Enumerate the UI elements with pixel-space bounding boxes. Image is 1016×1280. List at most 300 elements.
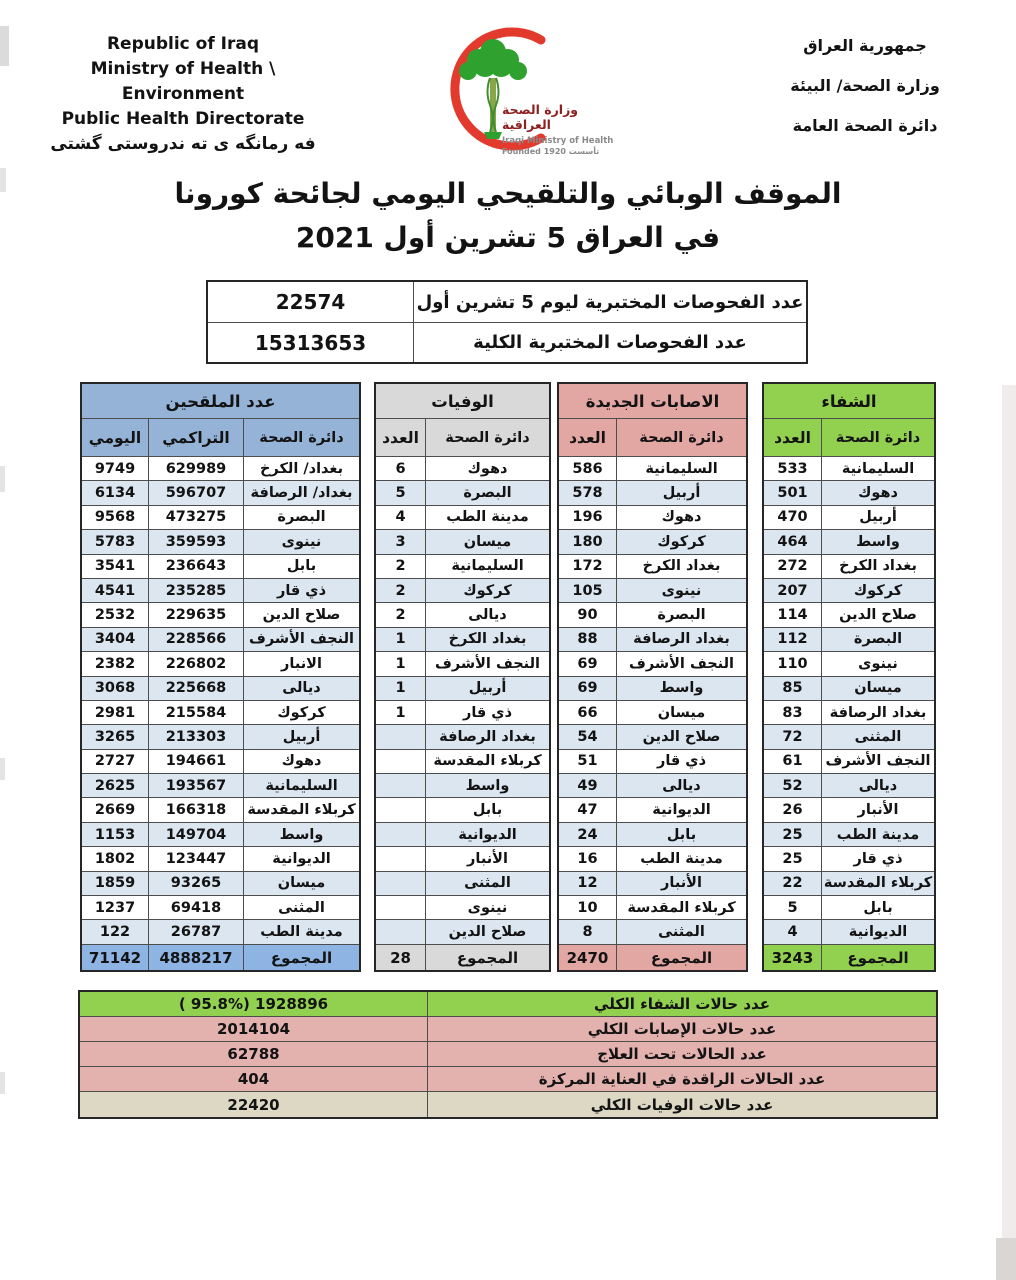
table-row (559, 579, 746, 603)
daily-cell: 2532 (94, 607, 136, 624)
table-row (559, 652, 746, 676)
summary-label-cell: عدد حالات الشفاء الكلي (427, 992, 936, 1016)
directorate-cell: بغداد الكرخ (616, 555, 746, 578)
directorate-cell: كربلاء المقدسة (425, 750, 549, 773)
count-cell: 69 (577, 655, 598, 672)
table-row (764, 677, 934, 701)
directorate-cell: الديوانية (616, 798, 746, 821)
directorate-cell: المثنى (616, 920, 746, 943)
table-row (559, 847, 746, 871)
cumulative-cell: 226802 (148, 652, 243, 675)
count-cell: 4 (787, 924, 798, 941)
summary-label-cell: عدد حالات الإصابات الكلي (427, 1017, 936, 1041)
table-row (376, 555, 549, 579)
infections-total-row (559, 945, 746, 971)
table-row (559, 628, 746, 652)
column-header-directorate: دائرة الصحة (425, 419, 549, 456)
directorate-cell: النجف الأشرف (425, 652, 549, 675)
vaccinated-table-title: عدد الملقحين (82, 384, 359, 419)
daily-cell: 2981 (94, 704, 136, 721)
table-row (376, 579, 549, 603)
count-cell: 578 (572, 485, 603, 502)
table-row (764, 774, 934, 798)
directorate-cell: الديوانية (821, 920, 934, 943)
directorate-cell: بغداد/ الرصافة (243, 481, 359, 504)
directorate-cell: الأنبار (821, 798, 934, 821)
scan-artifact (0, 758, 5, 780)
directorate-cell: صلاح الدين (821, 603, 934, 626)
directorate-cell: بغداد الكرخ (821, 555, 934, 578)
table-row (376, 823, 549, 847)
directorate-cell: النجف الأشرف (821, 750, 934, 773)
cumulative-cell: 236643 (148, 555, 243, 578)
table-row (376, 628, 549, 652)
infections-table-header (559, 419, 746, 457)
table-row (376, 872, 549, 896)
count-cell: 5 (787, 899, 798, 916)
daily-cell: 2727 (94, 753, 136, 770)
table-row (82, 798, 359, 822)
header-english (28, 32, 338, 157)
deaths-total-row (376, 945, 549, 971)
count-cell: 47 (577, 802, 598, 819)
vaccinated-table-rows (82, 457, 359, 945)
cumulative-cell: 229635 (148, 603, 243, 626)
directorate-cell: البصرة (616, 603, 746, 626)
count-cell: 4 (395, 509, 406, 526)
count-cell (376, 920, 425, 943)
directorate-cell: أربيل (821, 506, 934, 529)
table-row (376, 506, 549, 530)
table-row (376, 920, 549, 944)
daily-cell: 2625 (94, 777, 136, 794)
cumulative-cell: 123447 (148, 847, 243, 870)
page-title-line1: الموقف الوبائي والتلقيحي اليومي لجائحة كورونا (174, 177, 842, 210)
count-cell: 5 (395, 485, 406, 502)
logo-english-name: Iraqi Ministry of Health (502, 136, 614, 146)
scan-artifact (996, 1238, 1016, 1280)
count-cell: 61 (782, 753, 803, 770)
directorate-cell: الأنبار (616, 872, 746, 895)
total-label-cell: المجموع (821, 945, 934, 971)
summary-table (78, 990, 938, 1119)
directorate-cell: البصرة (425, 481, 549, 504)
count-cell (376, 725, 425, 748)
directorate-cell: بغداد الرصافة (616, 628, 746, 651)
table-row (764, 847, 934, 871)
recovery-total-row (764, 945, 934, 971)
scan-artifact (0, 26, 9, 66)
table-row (764, 530, 934, 554)
tests-daily-value: 22574 (275, 290, 346, 314)
logo-text-block (502, 102, 620, 157)
table-row (764, 701, 934, 725)
daily-cell: 3068 (94, 680, 136, 697)
header-arabic (740, 36, 990, 156)
count-cell: 2 (395, 558, 406, 575)
table-row (764, 725, 934, 749)
column-header-directorate: دائرة الصحة (821, 419, 934, 456)
column-header-count: العدد (774, 428, 811, 447)
column-header-count: العدد (382, 428, 419, 447)
directorate-cell: كربلاء المقدسة (821, 872, 934, 895)
tests-daily-label: عدد الفحوصات المختبرية ليوم 5 تشرين أول (413, 282, 806, 322)
count-cell: 1 (395, 704, 406, 721)
scan-artifact (0, 168, 6, 192)
count-cell: 22 (782, 875, 803, 892)
page-title (0, 172, 1016, 260)
directorate-cell: واسط (243, 823, 359, 846)
table-row (82, 628, 359, 652)
directorate-cell: الديوانية (243, 847, 359, 870)
count-cell: 12 (577, 875, 598, 892)
count-cell: 586 (572, 460, 603, 477)
count-cell: 1 (395, 655, 406, 672)
scan-artifact (1002, 385, 1016, 1280)
directorate-cell: المثنى (821, 725, 934, 748)
table-row (376, 652, 549, 676)
table-row (764, 872, 934, 896)
deaths-table-title: الوفيات (376, 384, 549, 419)
directorate-cell: نينوى (616, 579, 746, 602)
directorate-cell: صلاح الدين (425, 920, 549, 943)
directorate-cell: السليمانية (616, 457, 746, 480)
daily-cell: 3541 (94, 558, 136, 575)
directorate-cell: دهوك (243, 750, 359, 773)
count-cell: 105 (572, 582, 603, 599)
daily-cell: 1153 (94, 826, 136, 843)
count-cell: 3 (395, 533, 406, 550)
tests-row-total (208, 322, 806, 362)
directorate-cell: السليمانية (243, 774, 359, 797)
summary-label-cell: عدد الحالات الراقدة في العناية المركزة (427, 1067, 936, 1091)
table-row (559, 555, 746, 579)
count-cell: 49 (577, 777, 598, 794)
table-row (559, 725, 746, 749)
count-cell (376, 798, 425, 821)
count-cell: 533 (777, 460, 808, 477)
directorate-cell: ديالى (821, 774, 934, 797)
count-cell: 501 (777, 485, 808, 502)
cumulative-cell: 215584 (148, 701, 243, 724)
directorate-cell: واسط (616, 677, 746, 700)
directorate-cell: كربلاء المقدسة (243, 798, 359, 821)
directorate-cell: النجف الأشرف (616, 652, 746, 675)
cumulative-cell: 149704 (148, 823, 243, 846)
table-row (82, 530, 359, 554)
count-cell: 25 (782, 826, 803, 843)
directorate-cell: السليمانية (425, 555, 549, 578)
table-row (559, 872, 746, 896)
directorate-cell: صلاح الدين (616, 725, 746, 748)
summary-row (80, 1017, 936, 1042)
table-row (764, 896, 934, 920)
total-label-cell: المجموع (616, 945, 746, 971)
count-cell: 110 (777, 655, 808, 672)
count-cell: 172 (572, 558, 603, 575)
count-cell: 6 (395, 460, 406, 477)
count-cell: 272 (777, 558, 808, 575)
total-count-cell: 2470 (566, 948, 609, 967)
directorate-cell: بابل (425, 798, 549, 821)
table-row (559, 774, 746, 798)
directorate-cell: واسط (821, 530, 934, 553)
table-row (764, 652, 934, 676)
vaccinated-total-row (82, 945, 359, 971)
directorate-cell: بابل (243, 555, 359, 578)
count-cell: 2 (395, 607, 406, 624)
directorate-cell: مدينة الطب (616, 847, 746, 870)
summary-value-cell: 2014104 (216, 1020, 291, 1038)
table-row (376, 725, 549, 749)
table-row (559, 896, 746, 920)
table-row (82, 920, 359, 944)
count-cell: 66 (577, 704, 598, 721)
table-row (764, 579, 934, 603)
table-row (764, 823, 934, 847)
count-cell (376, 774, 425, 797)
summary-row (80, 1042, 936, 1067)
table-row (764, 457, 934, 481)
page-title-line2: في العراق 5 تشرين أول 2021 (295, 221, 721, 254)
directorate-cell: ذي قار (425, 701, 549, 724)
table-row (559, 701, 746, 725)
table-row (764, 798, 934, 822)
table-row (376, 457, 549, 481)
daily-cell: 5783 (94, 533, 136, 550)
count-cell: 112 (777, 631, 808, 648)
directorate-cell: أربيل (616, 481, 746, 504)
count-cell: 1 (395, 631, 406, 648)
count-cell: 8 (582, 924, 593, 941)
count-cell: 72 (782, 728, 803, 745)
directorate-cell: بغداد الرصافة (821, 701, 934, 724)
table-row (764, 628, 934, 652)
directorate-cell: بابل (821, 896, 934, 919)
recovery-table-rows (764, 457, 934, 945)
directorate-cell: الأنبار (425, 847, 549, 870)
table-row (764, 920, 934, 944)
summary-label-cell: عدد الحالات تحت العلاج (427, 1042, 936, 1066)
directorate-cell: مدينة الطب (425, 506, 549, 529)
table-row (376, 701, 549, 725)
directorate-cell: كركوك (425, 579, 549, 602)
total-count-cell: 28 (390, 948, 411, 967)
count-cell: 25 (782, 850, 803, 867)
table-row (764, 555, 934, 579)
directorate-cell: الانبار (243, 652, 359, 675)
count-cell (376, 750, 425, 773)
header-line-kurdish: فه رمانگه ى ته ندروستى گشتى (50, 134, 316, 154)
count-cell: 207 (777, 582, 808, 599)
ministry-logo (400, 10, 620, 168)
table-row (559, 530, 746, 554)
cumulative-cell: 26787 (148, 920, 243, 943)
daily-cell: 2382 (94, 655, 136, 672)
count-cell: 10 (577, 899, 598, 916)
cumulative-cell: 69418 (148, 896, 243, 919)
deaths-table-rows (376, 457, 549, 945)
table-row (82, 701, 359, 725)
daily-cell: 1859 (94, 875, 136, 892)
directorate-cell: كركوك (821, 579, 934, 602)
summary-label-cell: عدد حالات الوفيات الكلي (427, 1092, 936, 1117)
summary-row (80, 1092, 936, 1117)
count-cell (376, 896, 425, 919)
table-row (82, 872, 359, 896)
table-row (376, 750, 549, 774)
total-cumulative-cell: 4888217 (148, 945, 243, 971)
infections-table-title: الاصابات الجديدة (559, 384, 746, 419)
directorate-cell: كركوك (243, 701, 359, 724)
summary-row (80, 1067, 936, 1092)
daily-cell: 1802 (94, 850, 136, 867)
recovery-table-title: الشفاء (764, 384, 934, 419)
cumulative-cell: 166318 (148, 798, 243, 821)
directorate-cell: مدينة الطب (243, 920, 359, 943)
table-row (764, 506, 934, 530)
directorate-cell: دهوك (821, 481, 934, 504)
summary-value-cell: 22420 (227, 1095, 280, 1114)
header-line-ministry: Ministry of Health \ Environment (90, 59, 276, 104)
table-row (559, 920, 746, 944)
column-header-count: العدد (569, 428, 606, 447)
directorate-cell: نينوى (425, 896, 549, 919)
tests-total-label: عدد الفحوصات المختبرية الكلية (413, 323, 806, 362)
count-cell: 90 (577, 607, 598, 624)
directorate-cell: ديالى (616, 774, 746, 797)
directorate-cell: ميسان (616, 701, 746, 724)
daily-cell: 9568 (94, 509, 136, 526)
count-cell: 114 (777, 607, 808, 624)
column-header-cumulative: التراكمي (148, 419, 243, 456)
summary-row (80, 992, 936, 1017)
summary-value-cell: 404 (237, 1070, 270, 1088)
table-row (82, 896, 359, 920)
daily-cell: 6134 (94, 485, 136, 502)
directorate-cell: كركوك (616, 530, 746, 553)
vaccinated-table (80, 382, 361, 972)
directorate-cell: البصرة (243, 506, 359, 529)
table-row (559, 750, 746, 774)
summary-value-cell: 62788 (227, 1045, 280, 1063)
directorate-cell: الديوانية (425, 823, 549, 846)
infections-table (557, 382, 748, 972)
table-row (82, 725, 359, 749)
count-cell: 88 (577, 631, 598, 648)
table-row (376, 847, 549, 871)
count-cell (376, 847, 425, 870)
cumulative-cell: 194661 (148, 750, 243, 773)
cumulative-cell: 225668 (148, 677, 243, 700)
total-label-cell: المجموع (425, 945, 549, 971)
logo-arabic-name: وزارة الصحة العراقية (502, 102, 579, 132)
infections-table-rows (559, 457, 746, 945)
count-cell: 52 (782, 777, 803, 794)
count-cell: 83 (782, 704, 803, 721)
table-row (82, 506, 359, 530)
table-row (82, 774, 359, 798)
directorate-cell: المثنى (243, 896, 359, 919)
table-row (559, 481, 746, 505)
directorate-cell: ذي قار (616, 750, 746, 773)
directorate-cell: بغداد الكرخ (425, 628, 549, 651)
directorate-cell: ذي قار (243, 579, 359, 602)
cumulative-cell: 213303 (148, 725, 243, 748)
table-row (376, 677, 549, 701)
count-cell: 2 (395, 582, 406, 599)
count-cell: 464 (777, 533, 808, 550)
header-line-republic-ar: جمهورية العراق (803, 36, 927, 55)
recovery-table-header (764, 419, 934, 457)
header-line-directorate: Public Health Directorate (61, 109, 305, 129)
table-row (376, 896, 549, 920)
deaths-table-header (376, 419, 549, 457)
daily-cell: 1237 (94, 899, 136, 916)
table-row (82, 457, 359, 481)
daily-cell: 122 (99, 924, 131, 941)
count-cell: 16 (577, 850, 598, 867)
tests-total-value: 15313653 (254, 330, 367, 355)
directorate-cell: مدينة الطب (821, 823, 934, 846)
table-row (376, 530, 549, 554)
table-row (376, 481, 549, 505)
table-row (82, 750, 359, 774)
table-row (376, 603, 549, 627)
table-row (376, 774, 549, 798)
directorate-cell: ذي قار (821, 847, 934, 870)
table-row (82, 555, 359, 579)
table-row (764, 603, 934, 627)
count-cell: 1 (395, 680, 406, 697)
directorate-cell: ديالى (425, 603, 549, 626)
table-row (376, 798, 549, 822)
daily-cell: 4541 (94, 582, 136, 599)
directorate-cell: دهوك (616, 506, 746, 529)
table-row (559, 823, 746, 847)
directorate-cell: ديالى (243, 677, 359, 700)
cumulative-cell: 473275 (148, 506, 243, 529)
table-row (559, 506, 746, 530)
cumulative-cell: 359593 (148, 530, 243, 553)
directorate-cell: أربيل (243, 725, 359, 748)
directorate-cell: البصرة (821, 628, 934, 651)
directorate-cell: المثنى (425, 872, 549, 895)
table-row (82, 677, 359, 701)
daily-cell: 3265 (94, 728, 136, 745)
header-line-ministry-ar: وزارة الصحة/ البيئة (790, 76, 940, 95)
recovery-table (762, 382, 936, 972)
table-row (559, 603, 746, 627)
scan-artifact (0, 466, 5, 492)
directorate-cell: ميسان (425, 530, 549, 553)
daily-cell: 2669 (94, 802, 136, 819)
count-cell: 85 (782, 680, 803, 697)
column-header-directorate: دائرة الصحة (616, 419, 746, 456)
header-line-republic: Republic of Iraq (106, 34, 260, 54)
directorate-cell: صلاح الدين (243, 603, 359, 626)
count-cell: 24 (577, 826, 598, 843)
table-row (764, 750, 934, 774)
table-row (559, 677, 746, 701)
directorate-cell: ميسان (821, 677, 934, 700)
directorate-cell: دهوك (425, 457, 549, 480)
directorate-cell: النجف الأشرف (243, 628, 359, 651)
cumulative-cell: 193567 (148, 774, 243, 797)
directorate-cell: ميسان (243, 872, 359, 895)
count-cell: 26 (782, 802, 803, 819)
table-row (559, 457, 746, 481)
